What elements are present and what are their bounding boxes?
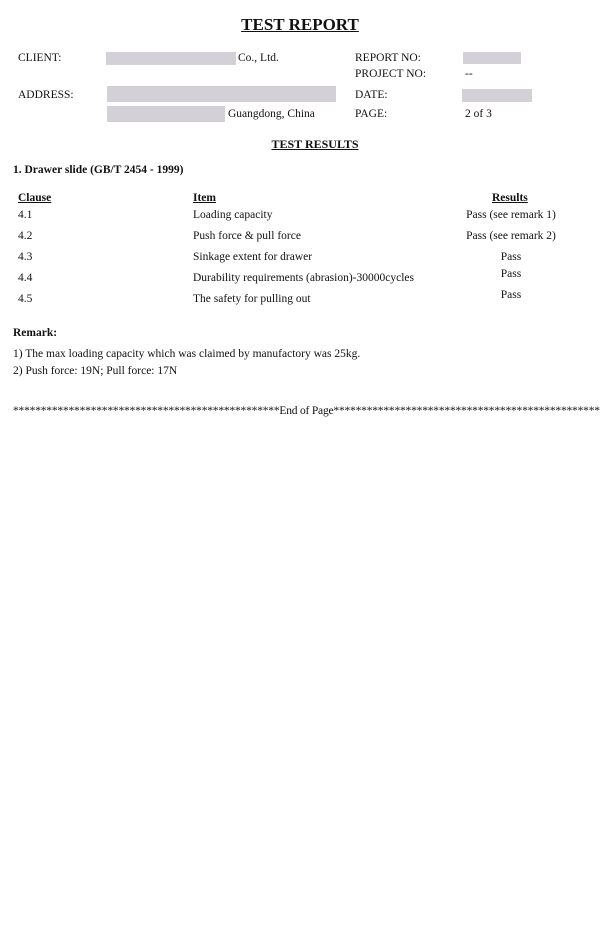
report-no-label: REPORT NO: (355, 52, 421, 64)
section-title: TEST RESULTS (271, 137, 359, 151)
row-item: Durability requirements (abrasion)-30000cycles (193, 272, 414, 284)
row-result: Pass (500, 251, 522, 263)
row-result: Pass (500, 268, 522, 280)
row-item: Sinkage extent for drawer (193, 251, 313, 263)
row-result: Pass (500, 289, 522, 301)
col-header-results: Results (492, 192, 528, 204)
address-line2-suffix: Guangdong, China (228, 108, 315, 120)
row-clause: 4.5 (18, 293, 33, 305)
report-no-redaction (463, 52, 521, 64)
remark-heading: Remark: (13, 327, 58, 339)
row-item: The safety for pulling out (193, 293, 311, 305)
col-header-item: Item (193, 192, 216, 204)
row-clause: 4.3 (18, 251, 33, 263)
client-label: CLIENT: (18, 52, 62, 64)
col-header-clause: Clause (18, 192, 52, 204)
project-no-value: -- (465, 68, 473, 80)
page-label: PAGE: (355, 108, 388, 120)
row-clause: 4.4 (18, 272, 33, 284)
row-item: Loading capacity (193, 209, 273, 221)
remark-item: 2) Push force: 19N; Pull force: 17N (13, 365, 178, 377)
end-of-page-line: ************************************************End of Page************************************************ (13, 405, 600, 417)
remark-item: 1) The max loading capacity which was claimed by manufactory was 25kg. (13, 348, 361, 360)
row-result: Pass (see remark 2) (466, 230, 556, 242)
client-suffix: Co., Ltd. (238, 52, 279, 64)
row-result: Pass (see remark 1) (466, 209, 556, 221)
address-redaction-line2 (107, 106, 225, 122)
client-redaction (106, 52, 236, 65)
row-item: Push force & pull force (193, 230, 301, 242)
test-heading: 1. Drawer slide (GB/T 2454 - 1999) (13, 164, 184, 176)
address-label: ADDRESS: (18, 89, 74, 101)
page-value: 2 of 3 (465, 108, 492, 120)
date-label: DATE: (355, 89, 388, 101)
date-redaction (462, 89, 532, 102)
project-no-label: PROJECT NO: (355, 68, 427, 80)
address-redaction-line1 (107, 86, 336, 102)
row-clause: 4.1 (18, 209, 33, 221)
row-clause: 4.2 (18, 230, 33, 242)
report-title: TEST REPORT (241, 15, 359, 34)
